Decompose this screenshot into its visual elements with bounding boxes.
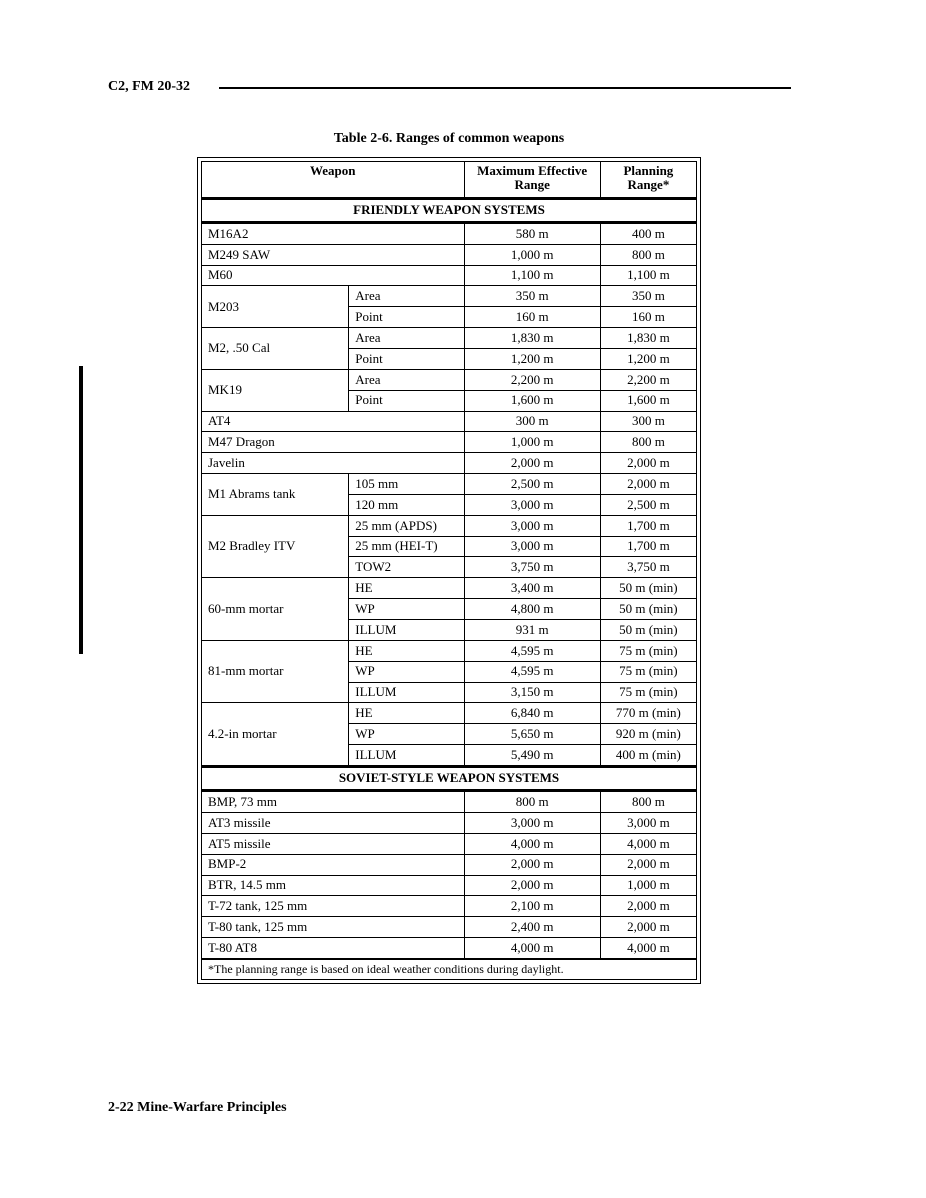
max-effective-range: 3,000 m [464, 536, 600, 557]
table-row [202, 328, 697, 349]
planning-range: 75 m (min) [600, 682, 696, 703]
planning-range: 1,600 m [600, 390, 696, 411]
weapon-variant: HE [349, 640, 464, 661]
planning-range: 300 m [600, 411, 696, 432]
table-row [202, 640, 697, 661]
planning-range: 1,200 m [600, 349, 696, 370]
weapon-variant: Point [349, 349, 464, 370]
weapon-variant: Area [349, 286, 464, 307]
max-effective-range: 1,600 m [464, 390, 600, 411]
weapon-variant: Point [349, 307, 464, 328]
planning-range: 350 m [600, 286, 696, 307]
planning-range: 920 m (min) [600, 724, 696, 745]
weapon-name: BMP-2 [202, 854, 465, 875]
planning-range: 2,000 m [600, 896, 696, 917]
section-title: FRIENDLY WEAPON SYSTEMS [202, 199, 697, 223]
weapon-variant: TOW2 [349, 557, 464, 578]
max-effective-range: 3,400 m [464, 578, 600, 599]
planning-range: 3,750 m [600, 557, 696, 578]
weapon-variant: HE [349, 703, 464, 724]
table-caption: Table 2-6. Ranges of common weapons [333, 131, 565, 146]
weapon-name: M1 Abrams tank [202, 474, 349, 516]
max-effective-range: 2,500 m [464, 474, 600, 495]
planning-range: 800 m [600, 790, 696, 812]
header-weapon: Weapon [202, 162, 465, 199]
table-footnote: *The planning range is based on ideal weather conditions during daylight. [202, 959, 697, 979]
planning-range: 1,700 m [600, 536, 696, 557]
table-body [202, 199, 697, 980]
weapon-variant: ILLUM [349, 682, 464, 703]
planning-range: 75 m (min) [600, 640, 696, 661]
table-row [202, 411, 697, 432]
weapon-name: M2 Bradley ITV [202, 515, 349, 578]
planning-range: 1,000 m [600, 875, 696, 896]
page-header: C2, FM 20-32 [108, 79, 191, 94]
planning-range: 3,000 m [600, 813, 696, 834]
max-effective-range: 931 m [464, 619, 600, 640]
table-row [202, 938, 697, 960]
table-row [202, 432, 697, 453]
max-effective-range: 4,800 m [464, 599, 600, 620]
max-effective-range: 3,750 m [464, 557, 600, 578]
weapon-variant: 105 mm [349, 474, 464, 495]
weapon-variant: WP [349, 661, 464, 682]
table-row [202, 265, 697, 286]
planning-range: 2,000 m [600, 453, 696, 474]
table-row [202, 813, 697, 834]
max-effective-range: 4,000 m [464, 938, 600, 960]
weapon-name: T-80 AT8 [202, 938, 465, 960]
weapon-name: M60 [202, 265, 465, 286]
section-row [202, 767, 697, 791]
planning-range: 770 m (min) [600, 703, 696, 724]
planning-range: 400 m [600, 222, 696, 244]
table-row [202, 453, 697, 474]
weapon-name: Javelin [202, 453, 465, 474]
planning-range: 4,000 m [600, 833, 696, 854]
max-effective-range: 300 m [464, 411, 600, 432]
planning-range: 2,500 m [600, 494, 696, 515]
weapon-name: AT3 missile [202, 813, 465, 834]
max-effective-range: 3,000 m [464, 515, 600, 536]
weapons-range-table [201, 161, 697, 980]
weapon-variant: ILLUM [349, 745, 464, 767]
planning-range: 2,000 m [600, 474, 696, 495]
max-effective-range: 800 m [464, 790, 600, 812]
planning-range: 50 m (min) [600, 578, 696, 599]
header-rule [219, 87, 791, 89]
table-row [202, 244, 697, 265]
table-row [202, 286, 697, 307]
weapon-name: 81-mm mortar [202, 640, 349, 703]
table-row [202, 578, 697, 599]
planning-range: 4,000 m [600, 938, 696, 960]
max-effective-range: 3,000 m [464, 494, 600, 515]
max-effective-range: 350 m [464, 286, 600, 307]
max-effective-range: 3,150 m [464, 682, 600, 703]
planning-range: 2,000 m [600, 917, 696, 938]
max-effective-range: 4,595 m [464, 661, 600, 682]
table-row [202, 875, 697, 896]
planning-range: 2,200 m [600, 369, 696, 390]
header-max-range: Maximum Effective Range [464, 162, 600, 199]
max-effective-range: 1,000 m [464, 432, 600, 453]
max-effective-range: 2,100 m [464, 896, 600, 917]
planning-range: 75 m (min) [600, 661, 696, 682]
weapon-variant: 120 mm [349, 494, 464, 515]
planning-range: 800 m [600, 432, 696, 453]
max-effective-range: 160 m [464, 307, 600, 328]
planning-range: 2,000 m [600, 854, 696, 875]
max-effective-range: 1,000 m [464, 244, 600, 265]
weapon-variant: ILLUM [349, 619, 464, 640]
weapon-name: AT5 missile [202, 833, 465, 854]
page-footer: 2-22 Mine-Warfare Principles [108, 1100, 287, 1115]
table-row [202, 833, 697, 854]
weapon-name: 60-mm mortar [202, 578, 349, 641]
table-row [202, 854, 697, 875]
table-row [202, 515, 697, 536]
planning-range: 1,100 m [600, 265, 696, 286]
weapon-name: AT4 [202, 411, 465, 432]
header-planning-range: Planning Range* [600, 162, 696, 199]
table-row [202, 474, 697, 495]
weapon-variant: Area [349, 369, 464, 390]
planning-range: 160 m [600, 307, 696, 328]
section-title: SOVIET-STYLE WEAPON SYSTEMS [202, 767, 697, 791]
weapon-variant: HE [349, 578, 464, 599]
table-row [202, 896, 697, 917]
section-row [202, 199, 697, 223]
planning-range: 800 m [600, 244, 696, 265]
weapon-variant: Point [349, 390, 464, 411]
table-row [202, 790, 697, 812]
weapon-name: M47 Dragon [202, 432, 465, 453]
table-row [202, 222, 697, 244]
weapon-name: M2, .50 Cal [202, 328, 349, 370]
max-effective-range: 2,000 m [464, 854, 600, 875]
weapon-name: T-72 tank, 125 mm [202, 896, 465, 917]
weapon-name: M16A2 [202, 222, 465, 244]
max-effective-range: 2,000 m [464, 875, 600, 896]
max-effective-range: 3,000 m [464, 813, 600, 834]
max-effective-range: 1,100 m [464, 265, 600, 286]
max-effective-range: 5,490 m [464, 745, 600, 767]
planning-range: 50 m (min) [600, 599, 696, 620]
weapon-variant: 25 mm (HEI-T) [349, 536, 464, 557]
weapon-name: BTR, 14.5 mm [202, 875, 465, 896]
table-row [202, 917, 697, 938]
table-row [202, 369, 697, 390]
weapon-name: MK19 [202, 369, 349, 411]
max-effective-range: 2,400 m [464, 917, 600, 938]
max-effective-range: 1,200 m [464, 349, 600, 370]
planning-range: 50 m (min) [600, 619, 696, 640]
weapon-variant: WP [349, 599, 464, 620]
weapon-variant: 25 mm (APDS) [349, 515, 464, 536]
weapon-name: 4.2-in mortar [202, 703, 349, 767]
max-effective-range: 5,650 m [464, 724, 600, 745]
change-bar [79, 366, 83, 654]
weapon-name: M203 [202, 286, 349, 328]
max-effective-range: 580 m [464, 222, 600, 244]
max-effective-range: 2,000 m [464, 453, 600, 474]
max-effective-range: 6,840 m [464, 703, 600, 724]
max-effective-range: 4,000 m [464, 833, 600, 854]
table-row [202, 703, 697, 724]
weapons-table-frame [197, 157, 701, 984]
planning-range: 1,700 m [600, 515, 696, 536]
weapon-variant: Area [349, 328, 464, 349]
max-effective-range: 1,830 m [464, 328, 600, 349]
weapon-name: BMP, 73 mm [202, 790, 465, 812]
max-effective-range: 2,200 m [464, 369, 600, 390]
max-effective-range: 4,595 m [464, 640, 600, 661]
weapon-name: T-80 tank, 125 mm [202, 917, 465, 938]
planning-range: 1,830 m [600, 328, 696, 349]
weapon-variant: WP [349, 724, 464, 745]
footnote-row [202, 959, 697, 979]
weapon-name: M249 SAW [202, 244, 465, 265]
planning-range: 400 m (min) [600, 745, 696, 767]
